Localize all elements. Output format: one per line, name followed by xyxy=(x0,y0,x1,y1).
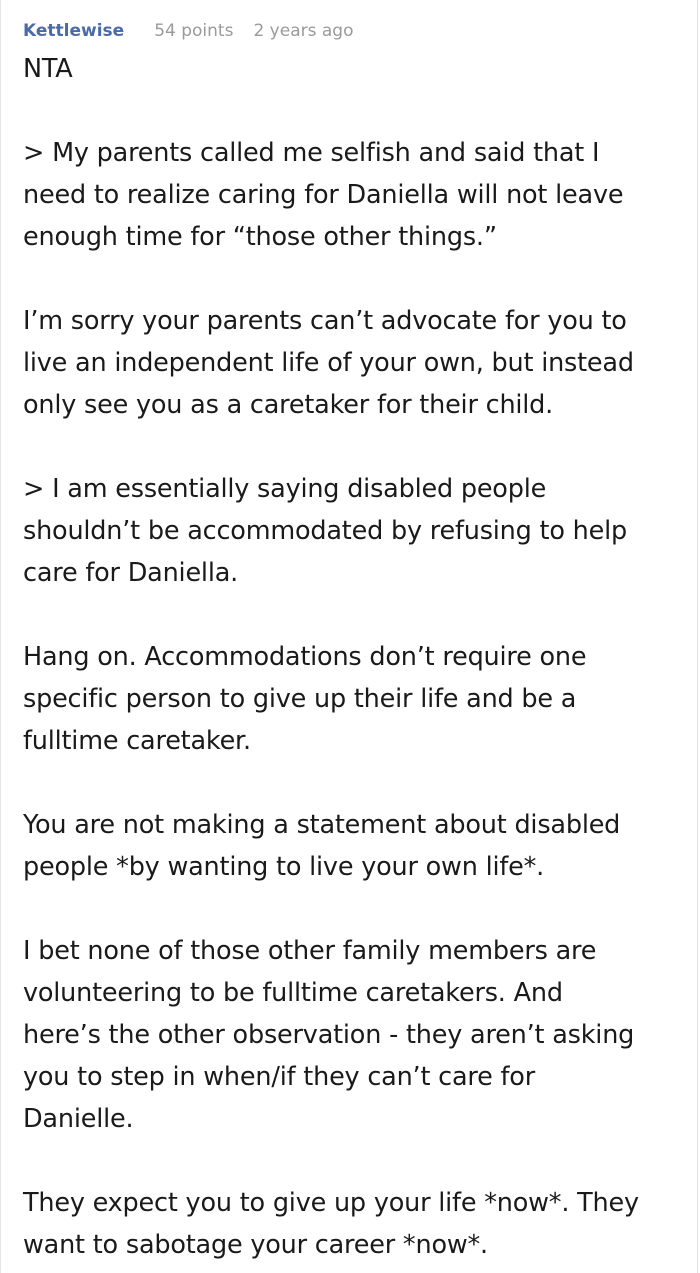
comment-paragraph xyxy=(23,930,683,1140)
comment-line: here’s the other observation - they aren’t asking xyxy=(23,1020,635,1050)
comment-paragraph xyxy=(23,48,683,90)
comment-line: specific person to give up their life and be a xyxy=(23,684,577,714)
comment-line: > I am essentially saying disabled people xyxy=(23,474,547,504)
comment-line: want to sabotage your career *now*. xyxy=(23,1230,488,1260)
comment-line: shouldn’t be accommodated by refusing to help xyxy=(23,516,627,546)
comment-paragraph xyxy=(23,468,683,594)
comment-line: you to step in when/if they can’t care for xyxy=(23,1062,535,1092)
comment-line: I’m sorry your parents can’t advocate for you to xyxy=(23,306,627,336)
comment-paragraph xyxy=(23,636,683,762)
comment-line: I bet none of those other family members are xyxy=(23,936,597,966)
comment-line: people *by wanting to live your own life*. xyxy=(23,852,545,882)
comment-line: You are not making a statement about disabled xyxy=(23,810,621,840)
comment-line: live an independent life of your own, but instead xyxy=(23,348,634,378)
comment-line: Danielle. xyxy=(23,1104,134,1134)
comment-points: 54 points xyxy=(154,21,234,41)
comment-line: care for Daniella. xyxy=(23,558,239,588)
comment-line: need to realize caring for Daniella will not leave xyxy=(23,180,624,210)
comment-line: They expect you to give up your life *now*. They xyxy=(23,1188,639,1218)
comment-line: NTA xyxy=(23,54,73,84)
comment-meta xyxy=(23,19,353,43)
comment-paragraph xyxy=(23,804,683,888)
comment-paragraph xyxy=(23,1182,683,1266)
comment-line: enough time for “those other things.” xyxy=(23,222,497,252)
comment-timestamp: 2 years ago xyxy=(253,21,354,41)
comment-body xyxy=(23,48,683,1266)
comment-paragraph xyxy=(23,300,683,426)
comment-line: only see you as a caretaker for their child. xyxy=(23,390,554,420)
comment-username[interactable]: Kettlewise xyxy=(23,21,125,41)
comment-line: fulltime caretaker. xyxy=(23,726,251,756)
comment-line: Hang on. Accommodations don’t require one xyxy=(23,642,587,672)
comment-paragraph xyxy=(23,132,683,258)
comment-line: > My parents called me selfish and said that I xyxy=(23,138,600,168)
comment-line: volunteering to be fulltime caretakers. And xyxy=(23,978,563,1008)
